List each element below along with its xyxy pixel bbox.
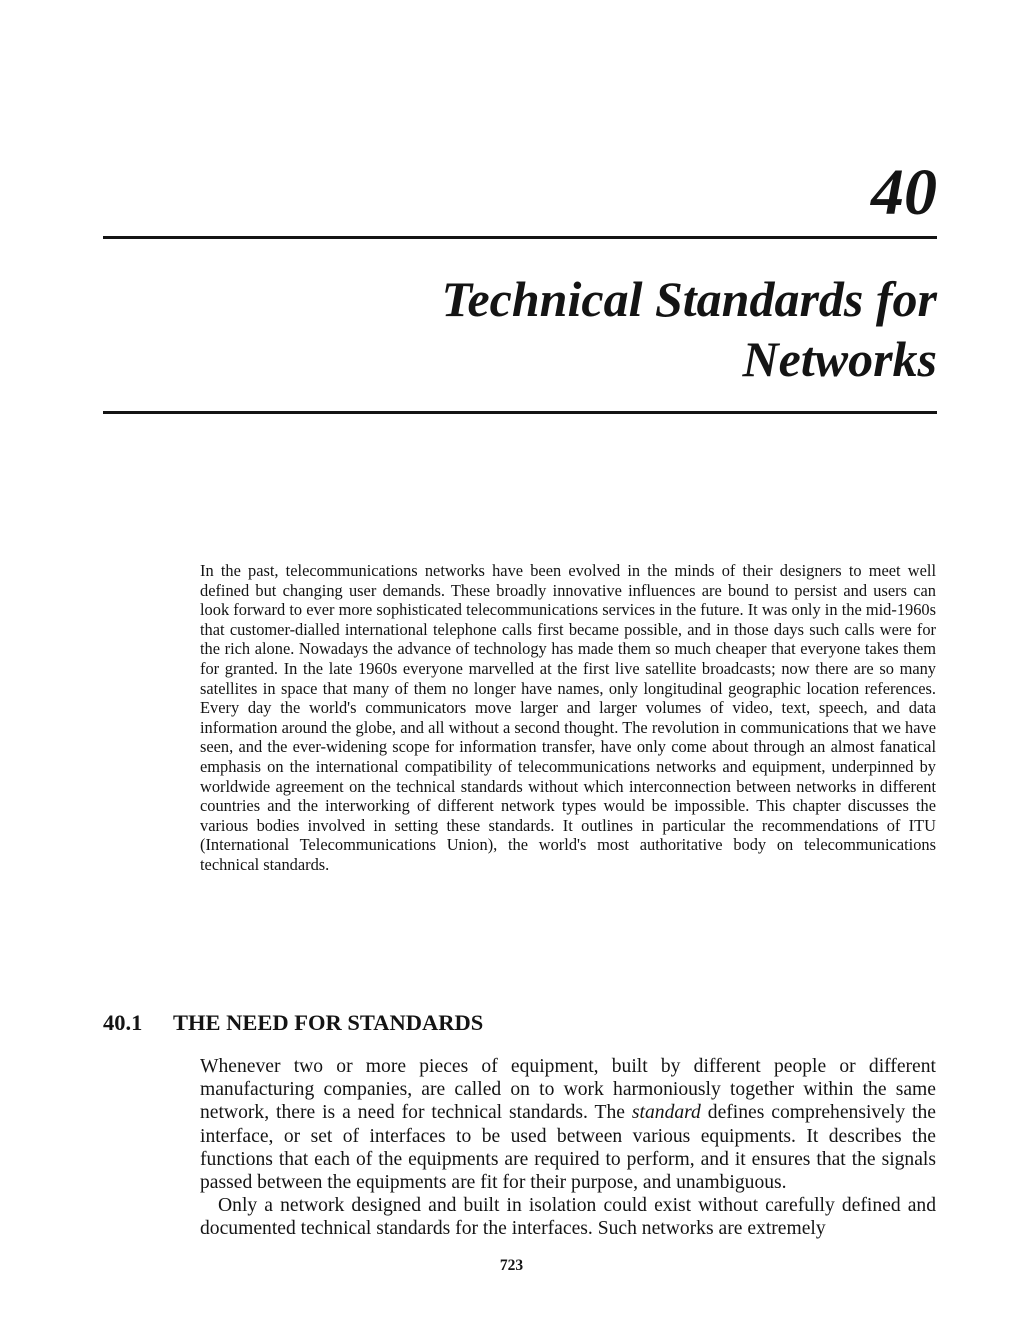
section-title: THE NEED FOR STANDARDS: [173, 1010, 484, 1035]
chapter-title-line-2: Networks: [742, 331, 937, 387]
chapter-title: [237, 269, 937, 389]
emphasis-standard: standard: [631, 1102, 701, 1124]
top-rule: [103, 236, 937, 239]
paragraph-1-text-start: Whenever two or more pieces of equipment, built by different people or different manufacturing companies, are called on to work harmoniously together within the same network, there is a need for technical standards. The: [200, 1056, 936, 1124]
section-paragraph-2: Only a network designed and built in isolation could exist without carefully defined and documented technical standards for the interfaces. Such networks are extremely: [200, 1195, 936, 1240]
bottom-rule: [103, 411, 937, 414]
section-body: [200, 1055, 936, 1241]
chapter-intro: In the past, telecommunications networks have been evolved in the minds of their designers to meet well defined but changing user demands. These broadly innovative influences are bound to persist and users can look forward to ever more sophisticated telecommunications services in the future. It was only in the mid-1960s that customer-dialled international telephone calls first became possible, and in those days such calls were for the rich alone. Nowadays the advance of technology has made them so much cheaper that everyone takes them for granted. In the late 1960s everyone marvelled at the first live satellite broadcasts; now there are so many satellites in space that many of them no longer have names, only longitudinal geographic location references. Every day the world's communicators move larger and larger volumes of video, text, speech, and data information around the globe, and all without a second thought. The revolution in communications that we have seen, and the ever-widening scope for information transfer, have only come about through an almost fanatical emphasis on the international compatibility of telecommunications networks and equipment, underpinned by worldwide agreement on the technical standards without which interconnection between networks in different countries and the interworking of different network types would be impossible. This chapter discusses the various bodies involved in setting these standards. It outlines in particular the recommendations of ITU (International Telecommunications Union), the world's most authoritative body on telecommunications technical standards.: [200, 561, 936, 874]
section-number: 40.1: [103, 1010, 143, 1035]
paragraph-1-text-end: defines comprehensively the interface, or set of interfaces to be used between various equipments. It describes the functions that each of the equipments are required to perform, and it ensures that the signals passed between the equipments are fit for their purpose, and unambiguous.: [200, 1102, 936, 1194]
section-paragraph-1: [200, 1055, 936, 1194]
chapter-number: 40: [871, 156, 937, 229]
section-heading: [103, 1009, 483, 1037]
page-number: 723: [499, 1257, 524, 1274]
chapter-title-line-1: Technical Standards for: [441, 271, 937, 327]
